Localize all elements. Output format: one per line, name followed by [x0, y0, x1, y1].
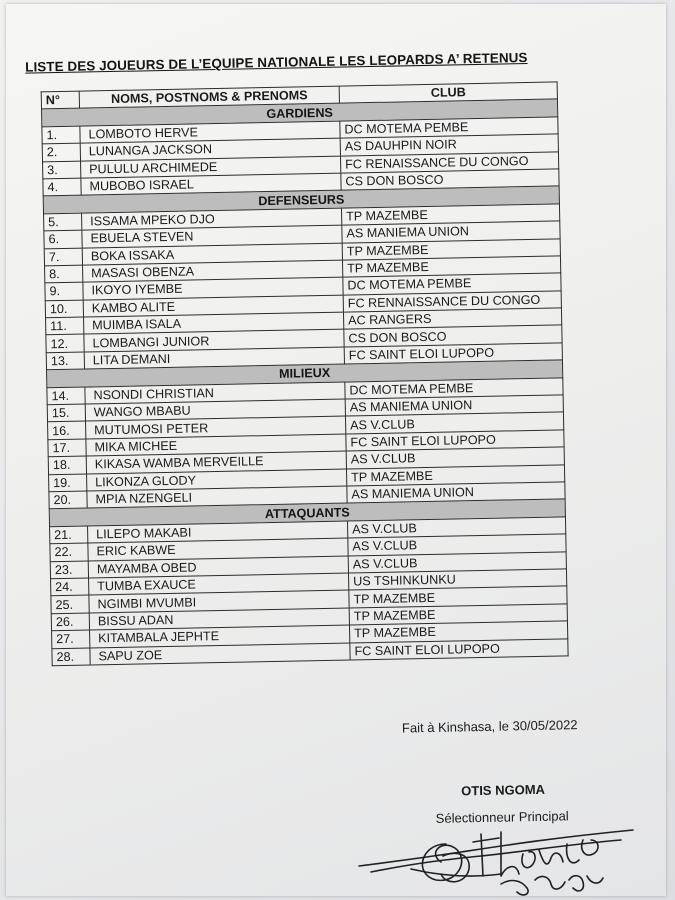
- player-name: MAYAMBA OBED: [88, 556, 348, 578]
- section-label: MILIEUX: [47, 360, 563, 387]
- player-club: AS V.CLUB: [348, 534, 566, 556]
- player-number: 16.: [48, 421, 86, 439]
- player-number: 7.: [44, 248, 82, 266]
- player-number: 5.: [44, 213, 82, 231]
- section-label: ATTAQUANTS: [49, 499, 565, 526]
- player-name: SAPU ZOE: [90, 643, 350, 665]
- player-number: 22.: [50, 543, 88, 561]
- section-label: GARDIENS: [42, 99, 558, 126]
- player-number: 20.: [49, 491, 87, 509]
- player-club: AS MANIEMA UNION: [342, 221, 560, 243]
- player-number: 25.: [51, 595, 89, 613]
- player-number: 11.: [46, 317, 84, 335]
- player-name: MASASI OBENZA: [83, 260, 343, 282]
- player-number: 6.: [44, 230, 82, 248]
- player-name: LIKONZA GLODY: [87, 469, 347, 491]
- player-number: 27.: [52, 630, 90, 648]
- player-club: TP MAZEMBE: [342, 256, 560, 278]
- player-name: MUTUMOSI PETER: [86, 416, 346, 438]
- document-sheet: [6, 4, 666, 896]
- player-name: BOKA ISSAKA: [82, 243, 342, 265]
- player-name: ERIC KABWE: [88, 538, 348, 560]
- player-name: KITAMBALA JEPHTE: [90, 625, 350, 647]
- player-number: 17.: [48, 439, 86, 457]
- player-number: 14.: [47, 387, 85, 405]
- player-name: WANGO MBABU: [85, 399, 345, 421]
- player-number: 2.: [42, 143, 80, 161]
- player-number: 21.: [50, 526, 88, 544]
- player-club: FC SAINT ELOI LUPOPO: [350, 638, 568, 660]
- player-club: AS MANIEMA UNION: [347, 482, 565, 504]
- player-name: IKOYO IYEMBE: [83, 277, 343, 299]
- player-club: TP MAZEMBE: [346, 464, 564, 486]
- player-name: LILEPO MAKABI: [88, 521, 348, 543]
- header-number: N°: [41, 91, 79, 109]
- player-name: EBUELA STEVEN: [82, 225, 342, 247]
- player-name: KAMBO ALITE: [83, 295, 343, 317]
- player-club: FC RENAISSANCE DU CONGO: [340, 151, 558, 173]
- signer-name: OTIS NGOMA: [461, 781, 546, 799]
- player-number: 8.: [45, 265, 83, 283]
- player-number: 28.: [52, 648, 90, 666]
- player-club: TP MAZEMBE: [342, 238, 560, 260]
- player-club: AS V.CLUB: [346, 447, 564, 469]
- header-name: NOMS, POSTNOMS & PRENOMS: [79, 86, 339, 108]
- player-club: DC MOTEMA PEMBE: [345, 378, 563, 400]
- player-name: LITA DEMANI: [84, 347, 344, 369]
- player-number: 15.: [47, 404, 85, 422]
- player-name: MPIA NZENGELI: [87, 486, 347, 508]
- player-name: MIKA MICHEE: [86, 434, 346, 456]
- section-label: DEFENSEURS: [43, 186, 559, 213]
- player-club: AS DAUHPIN NOIR: [340, 134, 558, 156]
- player-club: TP MAZEMBE: [341, 204, 559, 226]
- signer-title: Sélectionneur Principal: [435, 808, 569, 826]
- player-name: TUMBA EXAUCE: [89, 573, 349, 595]
- player-club: DC MOTEMA PEMBE: [343, 273, 561, 295]
- player-name: MUBOBO ISRAEL: [81, 173, 341, 195]
- players-table-body: [42, 99, 569, 665]
- player-number: 10.: [45, 300, 83, 318]
- player-club: TP MAZEMBE: [349, 586, 567, 608]
- player-name: NGIMBI MVUMBI: [89, 590, 349, 612]
- player-number: 13.: [46, 352, 84, 370]
- player-name: NSONDI CHRISTIAN: [85, 382, 345, 404]
- player-name: KIKASA WAMBA MERVEILLE: [86, 451, 346, 473]
- player-club: CS DON BOSCO: [341, 169, 559, 191]
- player-number: 12.: [46, 335, 84, 353]
- player-club: AS V.CLUB: [348, 551, 566, 573]
- player-number: 26.: [51, 613, 89, 631]
- place-date-line: Fait à Kinshasa, le 30/05/2022: [401, 717, 578, 736]
- header-club: CLUB: [339, 82, 557, 104]
- player-club: AS V.CLUB: [347, 517, 565, 539]
- player-club: TP MAZEMBE: [349, 621, 567, 643]
- player-club: US TSHINKUNKU: [348, 569, 566, 591]
- handwritten-signature: [351, 814, 651, 899]
- player-club: FC SAINT ELOI LUPOPO: [346, 430, 564, 452]
- player-name: LUNANGA JACKSON: [80, 138, 340, 160]
- player-club: TP MAZEMBE: [349, 604, 567, 626]
- player-club: AS V.CLUB: [345, 412, 563, 434]
- player-name: ISSAMA MPEKO DJO: [82, 208, 342, 230]
- player-number: 1.: [42, 126, 80, 144]
- players-table: [41, 81, 569, 666]
- player-number: 19.: [49, 474, 87, 492]
- player-number: 23.: [50, 561, 88, 579]
- player-number: 4.: [43, 178, 81, 196]
- player-name: LOMBANGI JUNIOR: [84, 330, 344, 352]
- player-club: CS DON BOSCO: [344, 325, 562, 347]
- player-club: FC SAINT ELOI LUPOPO: [344, 343, 562, 365]
- document-title: LISTE DES JOUEURS DE L’EQUIPE NATIONALE LES LEOPARDS A’ RETENUS: [25, 50, 528, 75]
- player-name: MUIMBA ISALA: [84, 312, 344, 334]
- player-club: AS MANIEMA UNION: [345, 395, 563, 417]
- player-club: AC RANGERS: [343, 308, 561, 330]
- player-name: PULULU ARCHIMEDE: [81, 156, 341, 178]
- player-number: 3.: [43, 161, 81, 179]
- player-name: BISSU ADAN: [89, 608, 349, 630]
- player-club: DC MOTEMA PEMBE: [340, 117, 558, 139]
- player-name: LOMBOTO HERVE: [80, 121, 340, 143]
- player-number: 18.: [48, 456, 86, 474]
- player-club: FC RENNAISSANCE DU CONGO: [343, 291, 561, 313]
- player-number: 9.: [45, 282, 83, 300]
- player-number: 24.: [51, 578, 89, 596]
